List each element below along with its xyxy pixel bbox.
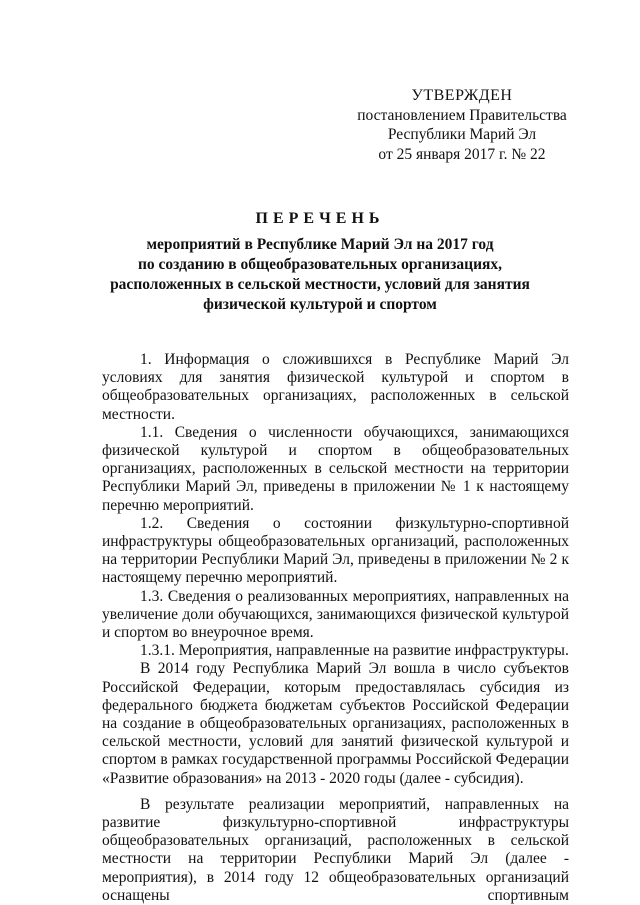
paragraph-section-1-2: 1.2. Сведения о состоянии физкультурно-спортивной инфраструктуры общеобразовательных организаций, расположенных на территории Республики Марий Эл, приведены в приложении № 2 к настоящему перечню мероприятий. <box>102 514 569 587</box>
approval-line: Республики Марий Эл <box>387 126 537 143</box>
subtitle-line: по созданию в общеобразовательных организациях, <box>137 256 503 273</box>
approval-date-line: от 25 января 2017 г. № 22 <box>378 145 546 163</box>
subtitle-line: расположенных в сельской местности, условий для занятия <box>110 276 530 293</box>
document-subtitle <box>100 235 540 315</box>
paragraph-section-1-3: 1.3. Сведения о реализованных мероприятиях, направленных на увеличение доли обучающихся, занимающихся физической культурой и спортом во внеурочное время. <box>102 587 569 642</box>
subtitle-line: мероприятий в Республике Марий Эл на 2017 год <box>146 236 494 253</box>
paragraph-section-1-3-1: 1.3.1. Мероприятия, направленные на развитие инфраструктуры. <box>140 642 569 660</box>
approval-line: постановлением Правительства <box>357 106 567 124</box>
paragraph-section-1: 1. Информация о сложившихся в Республике Марий Эл условиях для занятия физической культурой и спортом в общеобразовательных организациях, расположенных в сельской местности. <box>102 351 569 423</box>
paragraph-results: В результате реализации мероприятий, направленных на развитие физкультурно-спортивной инфраструктуры общеобразовательных организаций, расположенных в сельской местности на территории Республики Марий Эл (далее - мероприятия), в 2014 году 12 общеобразовательных организаций оснащены спортивным <box>102 795 569 904</box>
document-title: ПЕРЕЧЕНЬ <box>255 210 385 227</box>
document-body <box>102 351 569 905</box>
approval-stamp <box>352 86 572 164</box>
subtitle-line: физической культурой и спортом <box>203 296 437 313</box>
approval-heading: УТВЕРЖДЕН <box>411 87 513 104</box>
paragraph-section-1-1: 1.1. Сведения о численности обучающихся, занимающихся физической культурой и спортом в общеобразовательных организациях, расположенных в сельской местности на территории Республики Марий Эл, приведены в приложении № 1 к настоящему перечню мероприятий. <box>102 423 569 514</box>
paragraph-subsidy: В 2014 году Республика Марий Эл вошла в число субъектов Российской Федерации, которым предоставлялась субсидия из федерального бюджета бюджетам субъектов Российской Федерации на создание в общеобразовательных организациях, расположенных в сельской местности, условий для занятий физической культурой и спортом в рамках государственной программы Российской Федерации «Развитие образования» на 2013 - 2020 годы (далее - субсидия). <box>102 660 569 787</box>
